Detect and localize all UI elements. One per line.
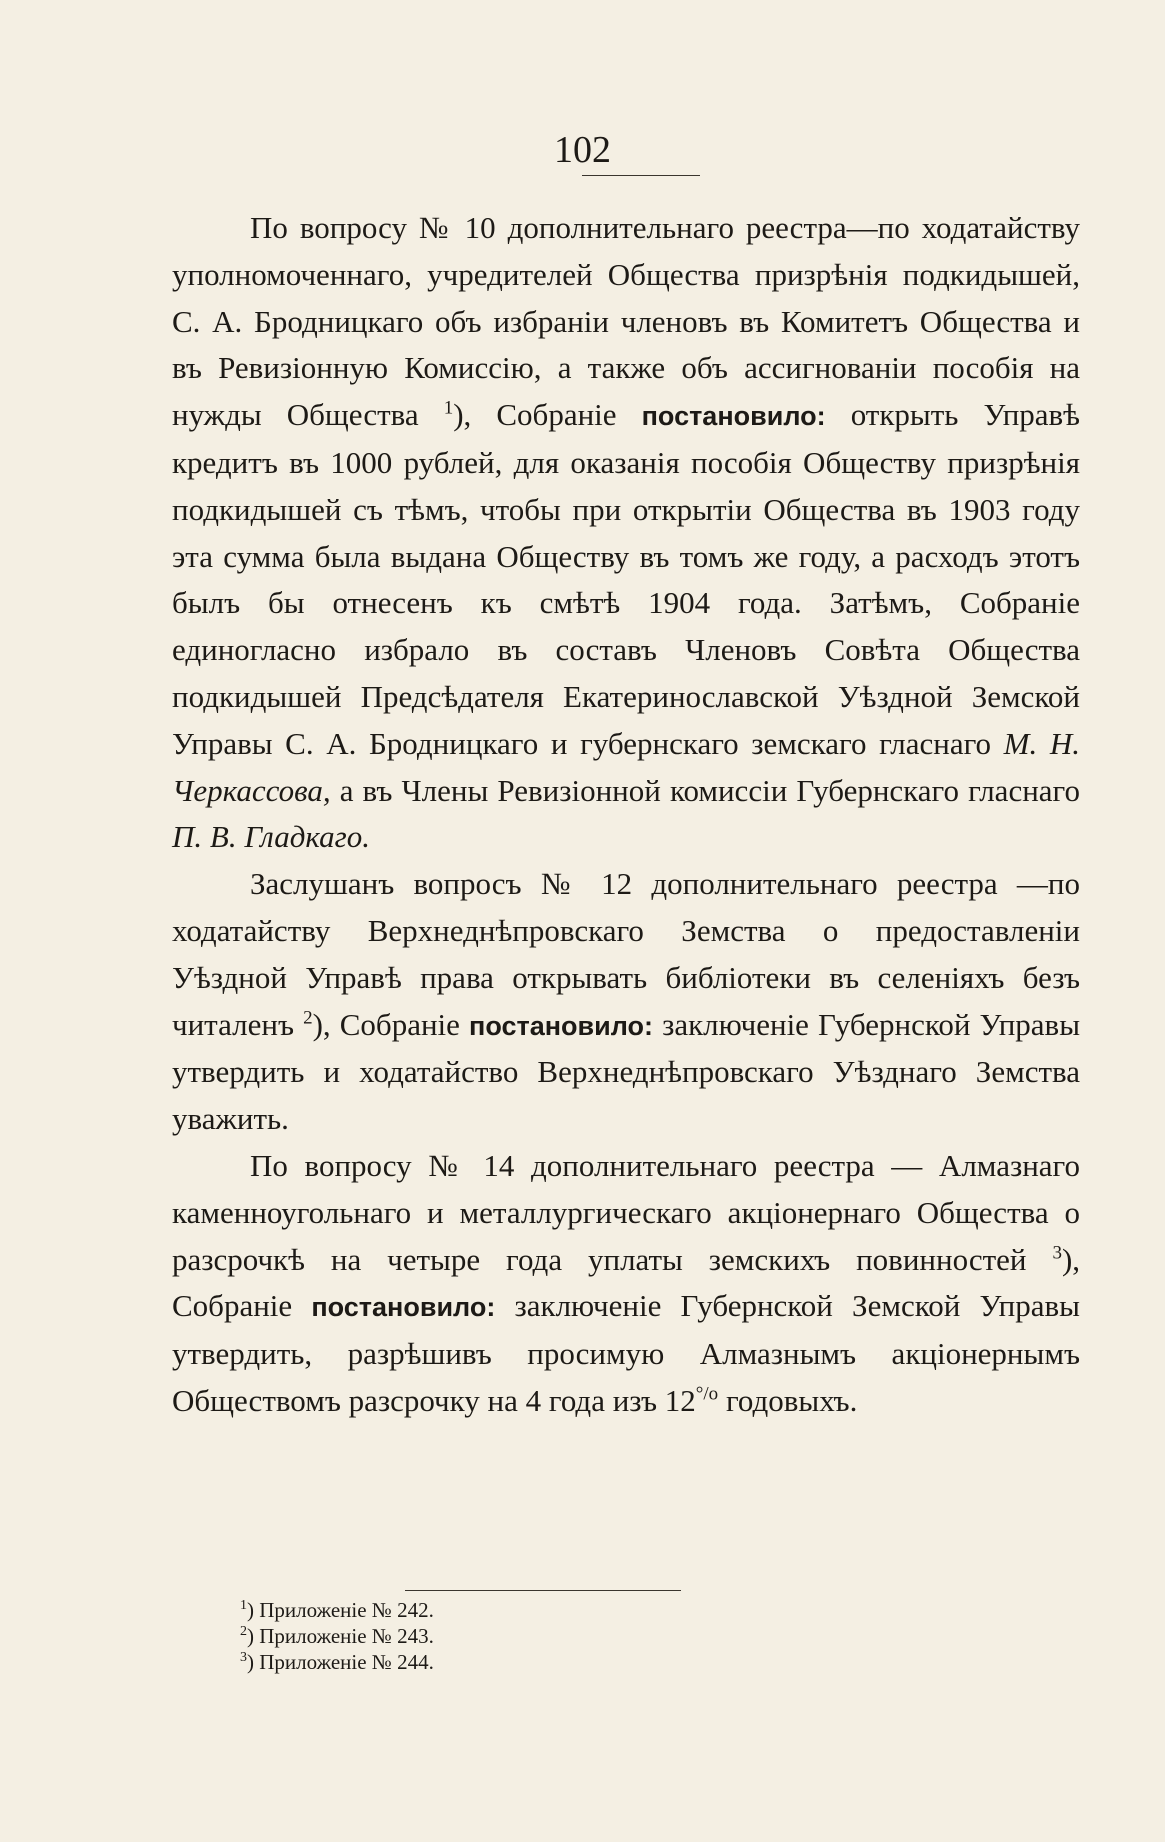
footnote-ref-1: 1 bbox=[443, 397, 454, 419]
resolution-keyword: постановило: bbox=[469, 1010, 654, 1041]
footnote-rule bbox=[405, 1590, 681, 1591]
person-name-gladky: П. В. Гладкаго. bbox=[172, 819, 370, 855]
resolution-keyword: постановило: bbox=[641, 401, 826, 432]
percent-sign: °/o bbox=[695, 1383, 719, 1405]
footnotes bbox=[240, 1597, 740, 1675]
footnote bbox=[240, 1623, 740, 1649]
page-number-rule bbox=[582, 175, 700, 176]
footnote bbox=[240, 1597, 740, 1623]
paragraph-1-text-a: По вопросу № 10 дополнительнаго реестра—по ходатайству уполномоченнаго, учредителей Общества призрѣнія подкидышей, С. А. Бродницкаго объ избраніи членовъ въ Комитетъ Общества и въ Ревизіонную Комиссію, а также объ ассигнованіи пособія на нужды Общества bbox=[172, 210, 1080, 433]
footnote-mark: 2 bbox=[240, 1624, 247, 1639]
footnote-text: ) Приложеніе № 244. bbox=[247, 1650, 434, 1674]
page-number: 102 bbox=[554, 129, 611, 171]
paragraph-3-text-a: По вопросу № 14 дополнительнаго реестра — Алмазнаго каменноугольнаго и металлургическаго акціонернаго Общества о разсрочкѣ на четыре года уплаты земскихъ повинностей bbox=[172, 1147, 1080, 1277]
paragraph-1-text-d: а въ Члены Ревизіонной комиссіи Губернскаго гласнаго bbox=[339, 772, 1080, 808]
paragraph-3-text-c: заключеніе Губернской Земской Управы утвердить, разрѣшивъ просимую Алмазнымъ акціонернымъ Обществомъ разсрочку на 4 года изъ 12 bbox=[172, 1288, 1080, 1418]
footnote-ref-3: 3 bbox=[1052, 1242, 1062, 1264]
footnote-mark: 3 bbox=[240, 1650, 247, 1665]
paragraph-1 bbox=[172, 205, 1080, 861]
paragraph-3-text-d: годовыхъ. bbox=[725, 1382, 858, 1418]
paragraph-3-text-b: ), Собраніе bbox=[172, 1241, 1081, 1324]
body-text bbox=[172, 205, 1080, 1425]
paragraph-1-text-b: ), Собраніе bbox=[453, 397, 617, 433]
paragraph-2 bbox=[172, 861, 1080, 1143]
paragraph-2-text-a: Заслушанъ вопросъ № 12 дополнительнаго реестра —по ходатайству Верхнеднѣпровскаго Земства о предоставленіи Уѣздной Управѣ права открывать библіотеки въ селеніяхъ безъ читаленъ bbox=[172, 866, 1080, 1042]
footnote-ref-2: 2 bbox=[303, 1007, 313, 1029]
footnote-text: ) Приложеніе № 242. bbox=[247, 1598, 434, 1622]
footnote-mark: 1 bbox=[240, 1598, 247, 1613]
paragraph-2-text-c: заключеніе Губернской Управы утвердить и ходатайство Верхнеднѣпровскаго Уѣзднаго Земства уважить. bbox=[172, 1006, 1081, 1137]
resolution-keyword: постановило: bbox=[311, 1292, 496, 1323]
paragraph-2-text-b: ), Собраніе bbox=[312, 1006, 460, 1042]
person-name-cherkassov: М. Н. Черкассова, bbox=[172, 725, 1080, 808]
footnote bbox=[240, 1649, 740, 1675]
paragraph-1-text-c: открыть Управѣ кредитъ въ 1000 рублей, для оказанія пособія Обществу призрѣнія подкидышей съ тѣмъ, чтобы при открытіи Общества въ 1903 году эта сумма была выдана Обществу въ томъ же году, а расходъ этотъ былъ бы отнесенъ къ смѣтѣ 1904 года. Затѣмъ, Собраніе единогласно избрало въ составъ Членовъ Совѣта Общества подкидышей Предсѣдателя Екатеринославской Уѣздной Земской Управы С. А. Бродницкаго и губернскаго земскаго гласнаго bbox=[172, 397, 1081, 761]
footnote-text: ) Приложеніе № 243. bbox=[247, 1624, 434, 1648]
paragraph-3 bbox=[172, 1143, 1080, 1425]
